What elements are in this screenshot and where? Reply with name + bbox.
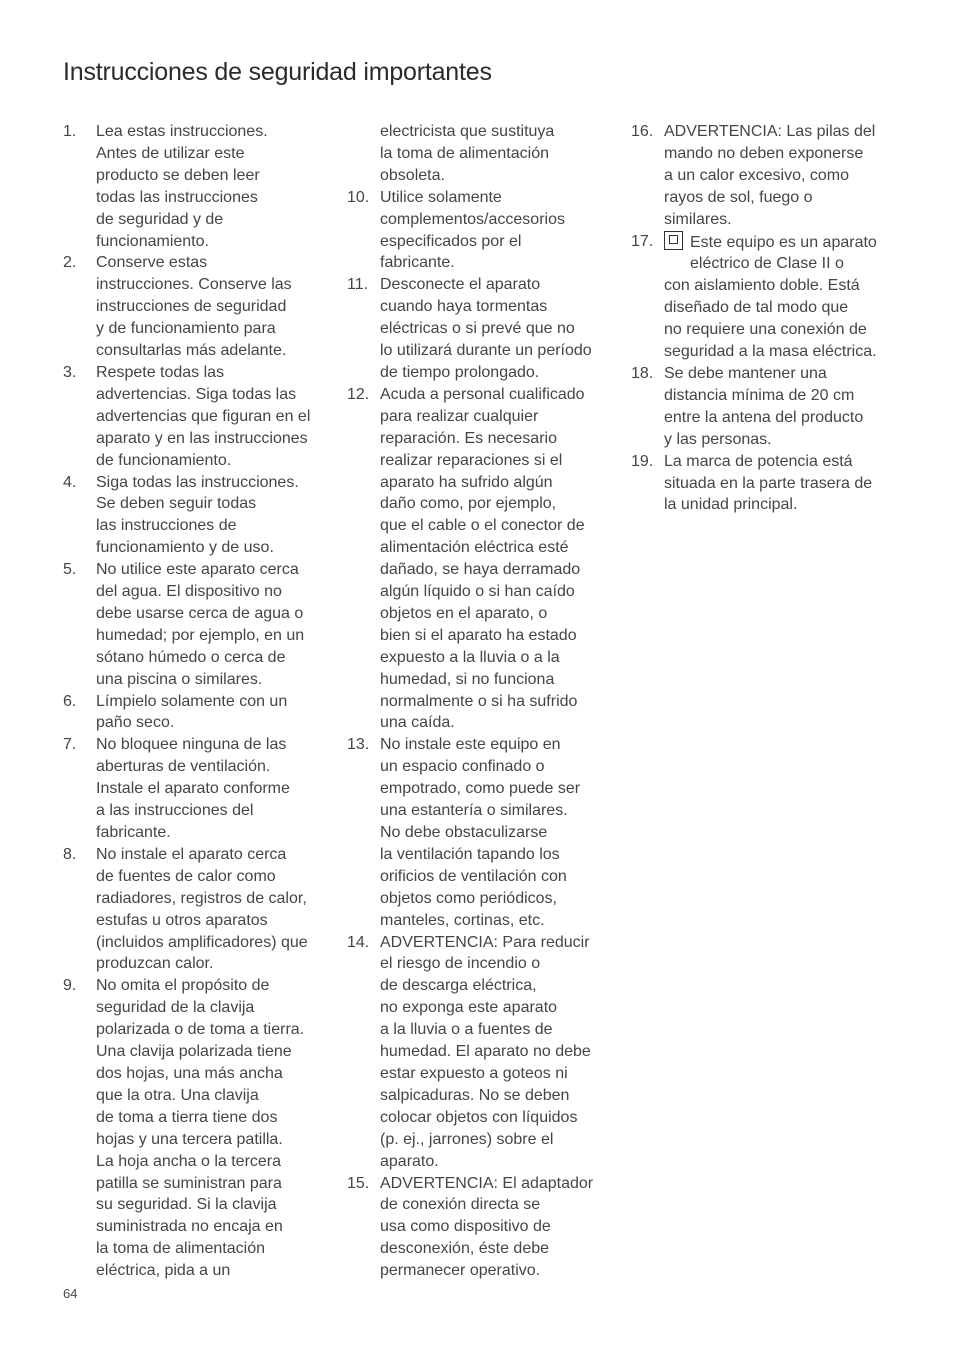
list-item-text-line: No omita el propósito de (96, 977, 270, 995)
list-item-text-line: consultarlas más adelante. (96, 342, 287, 360)
list-item (347, 274, 615, 384)
list-item-number: 8. (63, 845, 77, 863)
list-item-text-line: advertencias que figuran en el (96, 407, 311, 425)
list-item-text-line: hojas y una tercera patilla. (96, 1130, 283, 1148)
list-item-text-line: eléctrica, pida a un (96, 1262, 231, 1280)
list-item-text-line: No utilice este aparato cerca (96, 561, 299, 579)
list-item-text-line: humedad; por ejemplo, en un (96, 626, 305, 644)
list-item-text-line: bien si el aparato ha estado (380, 626, 577, 644)
list-item-text-line: Antes de utilizar este (96, 144, 245, 162)
list-item-text-line: la toma de alimentación (96, 1240, 265, 1258)
list-item-text-line: complementos/accesorios (380, 210, 565, 228)
list-item-text-line: aparato y en las instrucciones (96, 429, 308, 447)
list-item-text-line: sótano húmedo o cerca de (96, 648, 286, 666)
list-item-number: 9. (63, 977, 77, 995)
list-item-text-line: de fuentes de calor como (96, 867, 276, 885)
list-item-text-line: electricista que sustituya (380, 123, 555, 140)
list-item-text-line: entre la antena del producto (664, 408, 864, 426)
list-item-text-line: fabricante. (380, 254, 455, 272)
list-item-text-line: eléctrico de Clase II o (690, 255, 844, 273)
list-item-text-line: aberturas de ventilación. (96, 758, 271, 776)
list-item-text-line: situada en la parte trasera de (664, 474, 873, 492)
list-item (63, 121, 331, 252)
list-item-text-line: que el cable o el conector de (380, 517, 585, 535)
list-item-text-line: desconexión, éste debe (380, 1240, 550, 1258)
list-item-text-line: eléctricas o si prevé que no (380, 320, 575, 338)
list-item-number: 2. (63, 254, 77, 272)
list-item-text-line: de toma a tierra tiene dos (96, 1108, 278, 1126)
list-item-text-line: lo utilizará durante un período (380, 342, 592, 360)
list-item-text-line: dañado, se haya derramado (380, 561, 581, 579)
list-item-text-line: objetos en el aparato, o (380, 604, 548, 622)
list-item-text-line: diseñado de tal modo que (664, 299, 849, 317)
list-item-number: 17. (631, 232, 654, 250)
list-item-text-line: la toma de alimentación (380, 144, 549, 162)
list-item (347, 734, 615, 931)
page-title: Instrucciones de seguridad importantes (63, 58, 492, 86)
list-item-text-line: colocar objetos con líquidos (380, 1108, 578, 1126)
list-item-text-line: instrucciones. Conserve las (96, 276, 292, 294)
list-item-text-line: de seguridad y de (96, 210, 224, 228)
list-item-text-line: de tiempo prolongado. (380, 363, 540, 381)
list-item-text-line: de funcionamiento. (96, 451, 232, 469)
list-item-text-line: Desconecte el aparato (380, 276, 541, 294)
list-item-text-line: normalmente o si ha sufrido (380, 692, 578, 710)
list-item (63, 252, 331, 362)
list-item-text-line: especificados por el (380, 232, 522, 250)
list-item-text-line: No bloquee ninguna de las (96, 736, 287, 754)
list-item-text-line: un espacio confinado o (380, 758, 545, 776)
list-item (347, 384, 615, 735)
list-item-text-line: y de funcionamiento para (96, 320, 276, 338)
list-item-text-line: estufas u otros aparatos (96, 911, 268, 929)
list-item-number: 11. (347, 276, 369, 294)
list-item-text-line: No instale el aparato cerca (96, 845, 287, 863)
list-item-text-line: orificios de ventilación con (380, 867, 567, 885)
list-item-text-line: Conserve estas (96, 254, 208, 272)
list-item-text-line: No debe obstaculizarse (380, 824, 548, 841)
list-item-number: 7. (63, 736, 77, 754)
list-item-number: 13. (347, 736, 370, 754)
list-item-text-line: la unidad principal. (664, 496, 798, 514)
list-item-number: 6. (63, 692, 77, 710)
list-item (631, 121, 899, 231)
list-item (63, 559, 331, 690)
page-number: 64 (63, 1286, 78, 1301)
list-item-text-line: polarizada o de toma a tierra. (96, 1021, 305, 1039)
list-item-text-line: a las instrucciones del (96, 802, 254, 820)
list-item-number: 14. (347, 933, 370, 951)
list-item-text-line: Siga todas las instrucciones. (96, 473, 299, 491)
list-item-text-line: su seguridad. Si la clavija (96, 1196, 277, 1214)
list-item-text-line: instrucciones de seguridad (96, 298, 287, 316)
list-item (631, 451, 899, 517)
list-item-number: 15. (347, 1174, 370, 1192)
list-item-number: 5. (63, 561, 77, 579)
list-item-text-line: Este equipo es un aparato (664, 231, 899, 254)
list-item-text-line: mando no deben exponerse (664, 144, 864, 162)
list-item-text-line: Se debe mantener una (664, 364, 827, 382)
list-item-text-line: La marca de potencia está (664, 452, 853, 470)
list-item (347, 187, 615, 275)
list-item-text-line: algún líquido o si han caído (380, 583, 575, 601)
list-item-text-line: una estantería o similares. (380, 802, 568, 820)
class-ii-double-square-icon (664, 231, 683, 250)
list-item-text-line: de descarga eléctrica, (380, 977, 537, 995)
list-item-text-line: humedad, si no funciona (380, 670, 555, 688)
list-item-text-line: una caída. (380, 714, 455, 732)
list-item-text-line: todas las instrucciones (96, 188, 258, 206)
list-item-text-line: daño como, por ejemplo, (380, 495, 557, 513)
list-item (347, 932, 615, 1173)
list-item-text-line: realizar reparaciones si el (380, 451, 563, 469)
list-item-text-line: fabricante. (96, 824, 171, 841)
list-item (347, 1173, 615, 1283)
list-item (63, 734, 331, 844)
list-item (63, 691, 331, 735)
list-item-text-line: Una clavija polarizada tiene (96, 1043, 292, 1061)
list-item-text-line: Lea estas instrucciones. (96, 123, 268, 140)
list-item-text-line: obsoleta. (380, 166, 445, 184)
list-item-text-line: permanecer operativo. (380, 1262, 541, 1280)
list-item-text-line: y las personas. (664, 430, 772, 448)
list-item-text-line: que la otra. Una clavija (96, 1086, 259, 1104)
list-item-text-line: La hoja ancha o la tercera (96, 1152, 282, 1170)
column-1 (63, 121, 331, 1282)
list-item-text-line: debe usarse cerca de agua o (96, 604, 304, 622)
list-item-number: 18. (631, 364, 654, 382)
list-item-text-line: funcionamiento y de uso. (96, 539, 274, 557)
list-item-text-line: con aislamiento doble. Está (664, 277, 860, 295)
list-item-text-line: salpicaduras. No se deben (380, 1086, 570, 1104)
list-item-text-line: del agua. El dispositivo no (96, 583, 282, 601)
list-item-text-line: Se deben seguir todas (96, 495, 257, 513)
list-item-number: 10. (347, 188, 370, 206)
list-item-text-line: producto se deben leer (96, 166, 260, 184)
list-item-text-line: Utilice solamente (380, 188, 502, 206)
list-item-text-line: (p. ej., jarrones) sobre el (380, 1130, 554, 1148)
list-item-text-line: paño seco. (96, 714, 175, 732)
list-item-text-line: no exponga este aparato (380, 999, 558, 1017)
list-item-text-line: advertencias. Siga todas las (96, 385, 297, 403)
list-item-text-line: similares. (664, 210, 732, 228)
list-item-number: 1. (63, 123, 77, 140)
list-item-text-line: Respete todas las (96, 363, 225, 381)
list-item-text-line: estar expuesto a goteos ni (380, 1064, 568, 1082)
list-item-text-line: aparato ha sufrido algún (380, 473, 553, 491)
list-item-text-line: produzcan calor. (96, 955, 214, 973)
list-item-text-line: ADVERTENCIA: El adaptador (380, 1174, 594, 1192)
list-item-text-line: no requiere una conexión de (664, 321, 867, 339)
list-item (631, 363, 899, 451)
list-item-text-line: cuando haya tormentas (380, 298, 548, 316)
list-item-text-line: aparato. (380, 1152, 439, 1170)
list-item-text-line: Instale el aparato conforme (96, 780, 290, 798)
list-item (63, 975, 331, 1282)
list-item-number: 4. (63, 473, 77, 491)
list-item-text-line: dos hojas, una más ancha (96, 1064, 283, 1082)
list-item-number: 19. (631, 452, 654, 470)
list-item-text-line: alimentación eléctrica esté (380, 539, 569, 557)
list-item-text-line: empotrado, como puede ser (380, 780, 581, 798)
list-item-text-line: seguridad a la masa eléctrica. (664, 343, 877, 361)
list-item-text-line: a un calor excesivo, como (664, 166, 849, 184)
list-item-number: 3. (63, 363, 77, 381)
list-item-text-line: suministrada no encaja en (96, 1218, 283, 1236)
list-item-text-line: funcionamiento. (96, 232, 209, 250)
list-item (63, 472, 331, 560)
list-item-text-line: ADVERTENCIA: Las pilas del (664, 123, 876, 140)
list-item-text-line: usa como dispositivo de (380, 1218, 551, 1236)
list-item-text-line: radiadores, registros de calor, (96, 889, 307, 907)
list-item-text-line: humedad. El aparato no debe (380, 1043, 591, 1061)
list-item-text-line: una piscina o similares. (96, 670, 263, 688)
list-item-text-line: para realizar cualquier (380, 407, 539, 425)
list-item-text-line: (incluidos amplificadores) que (96, 933, 308, 951)
list-item-text-line: de conexión directa se (380, 1196, 541, 1214)
list-item (63, 362, 331, 472)
list-item-text-line: el riesgo de incendio o (380, 955, 541, 973)
list-item-text-line: Límpielo solamente con un (96, 692, 288, 710)
list-item-text-line: las instrucciones de (96, 517, 237, 535)
list-item-text-line: rayos de sol, fuego o (664, 188, 813, 206)
list-item-text-line: patilla se suministran para (96, 1174, 282, 1192)
list-item-text-line: expuesto a la lluvia o a la (380, 648, 560, 666)
list-item (631, 231, 899, 363)
list-item-continuation (347, 121, 615, 187)
list-item-text-line: la ventilación tapando los (380, 845, 560, 863)
list-item-text-line: ADVERTENCIA: Para reducir (380, 933, 590, 951)
list-item-text-line: distancia mínima de 20 cm (664, 386, 855, 404)
column-3 (631, 121, 899, 516)
list-item-text-line: Acuda a personal cualificado (380, 385, 585, 403)
list-item-text-line: a la lluvia o a fuentes de (380, 1021, 553, 1039)
list-item-number: 16. (631, 123, 654, 140)
list-item-text-line: manteles, cortinas, etc. (380, 911, 545, 929)
column-2 (347, 121, 615, 1282)
list-item-text-line: reparación. Es necesario (380, 429, 557, 447)
list-item-text-line: seguridad de la clavija (96, 999, 255, 1017)
list-item-number: 12. (347, 385, 370, 403)
list-item (63, 844, 331, 975)
list-item-text-line: objetos como periódicos, (380, 889, 557, 907)
list-item-text-line: No instale este equipo en (380, 736, 561, 754)
